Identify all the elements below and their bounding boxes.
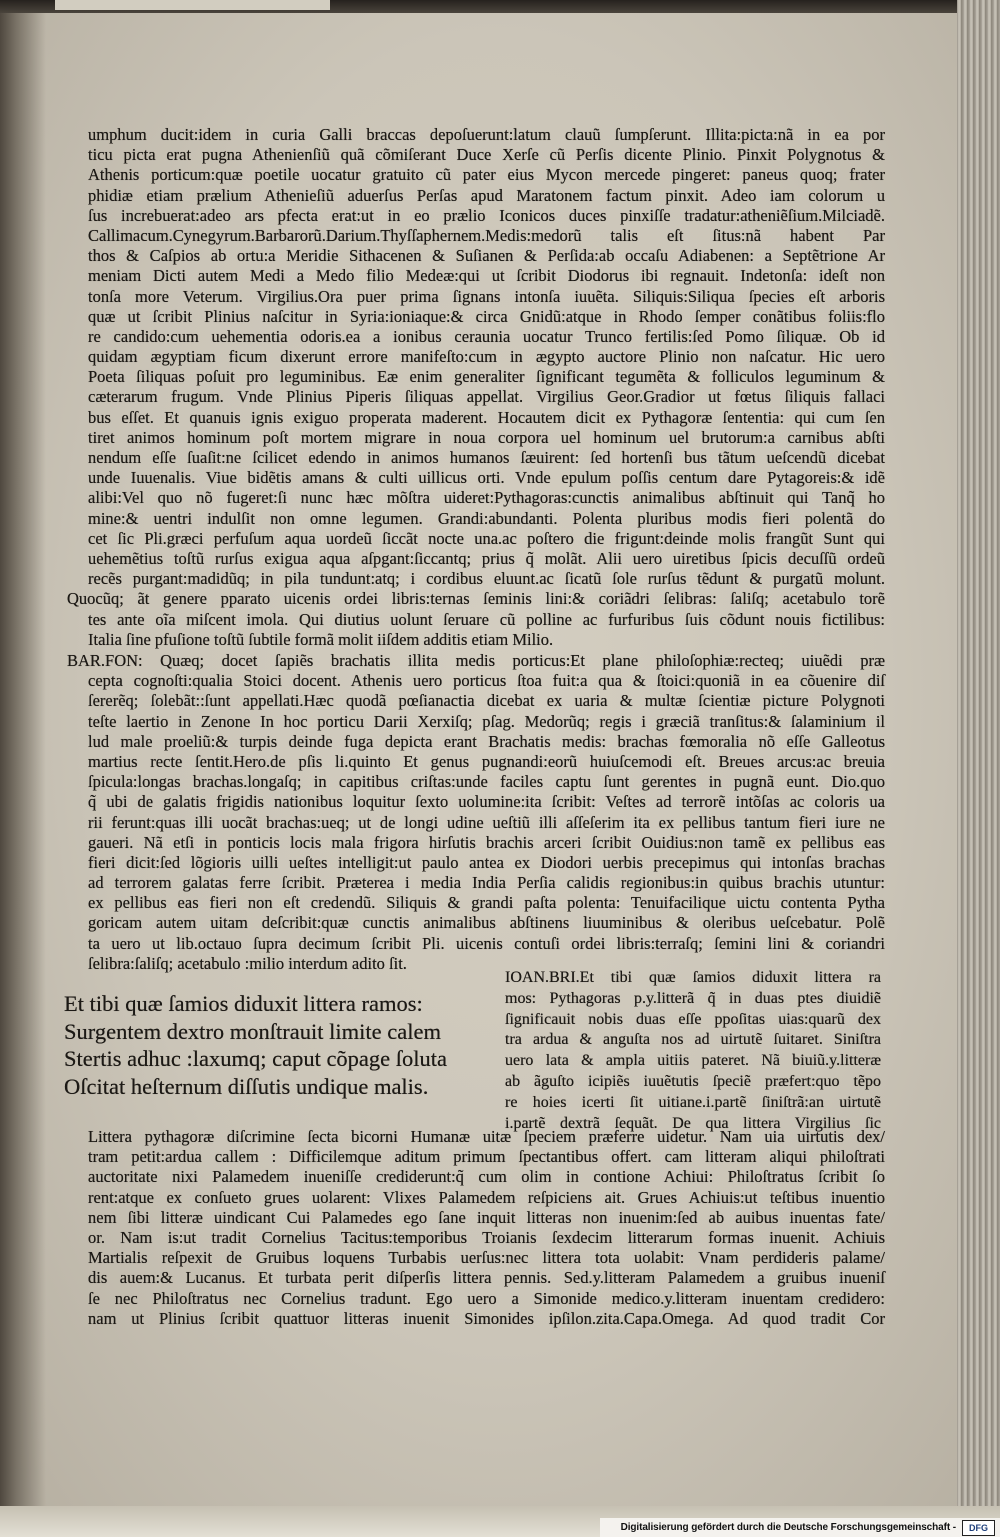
- verse-line: Stertis adhuc :laxumq; caput cõpage ſoluta: [64, 1046, 448, 1071]
- text-line: ſe nec Philoſtratus nec Cornelius tradunt. Ego uero a Simonide medico.y.litteram inuentam credidero:: [88, 1288, 885, 1308]
- text-line: Callimacum.Cynegyrum.Barbarorũ.Darium.Thyſſaphernem.Medis:medorũ talis eſt ſitus:nã habent Par: [88, 225, 885, 245]
- text-line: uehemẽtius toſtũ rurſus exigua aqua aſpgant:ſiccantq; prius q̃ molãt. Alii uero uiretibus ſpicis decuſſũ ordeũ: [88, 548, 885, 568]
- text-line: ſus increbuerat:adeo ars pfecta erat:ut in eo prælio Iconicos duces pinxiſſe tradatur:atheniẽſium.Milciadẽ.: [88, 205, 885, 225]
- text-line: ſererẽq; ſolebãt::ſunt appellati.Hæc quodã pœſianactia dicebat ex uaria & multæ ſcientiæ picture Polygnoti: [88, 691, 885, 711]
- text-line: mine:& uentri indulſit non omne legumen. Grandi:abundanti. Polenta pluribus modis fieri polentã do: [88, 508, 885, 528]
- text-line: BAR.FON: Quæq; docet ſapiẽs brachatis illita medis porticus:Et plane philoſophiæ:recteq; uiuẽdi præ: [67, 651, 885, 670]
- commentary-line: uero lata & ampla uitiis pateret. Nã biuiũ.y.litteræ: [505, 1052, 881, 1070]
- text-line: Poeta ſiliquas poſuit pro leguminibus. Eæ enim generaliter ſignificant tegumẽta & folliculos leguminum &: [88, 367, 885, 387]
- text-block-2: [67, 651, 885, 974]
- commentary-line: ſignificauit nobis duas eſſe ppoſitas uias:quarũ dex: [505, 1010, 881, 1028]
- text-line: Italia ſine pfuſione toſtũ ſubtile formã molit iiſdem additis etiam Milio.: [88, 629, 554, 649]
- verse-line: Surgentem dextro monſtrauit limite calem: [64, 1018, 441, 1044]
- text-line: quidam ægyptiam ficum dixerunt errore manifeſto:cum in ægypto auctore Plinio non naſcatur. Hic uero: [88, 347, 885, 367]
- text-line: cæterarum frugum. Vnde Plinius Piperis ſiliquas appellat. Virgilius Geor.Gradior ut fœtus ſiliquis fallaci: [88, 387, 885, 407]
- text-line: Quocũq; ãt genere pparato uicenis ordei libris:ternas ſeminis lini:& coriãdri ſelibras: ſaliſq; acetabulo torẽ: [67, 589, 885, 609]
- text-line: cet ſic Pli.græci perfuſum aqua uordeũ ſiccãt nocte una.ac poſtero die frigunt:deinde molis frangũt Sunt qui: [88, 528, 885, 548]
- text-line: nem ſibi litteræ uindicant Cui Palamedes ego ſane inquit litteras non inuenim:ſed ab auibus inuentas fate/: [88, 1207, 885, 1227]
- footer-credit: Digitalisierung gefördert durch die Deutsche Forschungsgemeinschaft -: [620, 1522, 956, 1533]
- text-line: ticu picta erat pugna Athenienſiũ quã cõmiſerant Duce Xerſe cũ Perſis dicente Plinio. Pinxit Polygnotus &: [88, 145, 885, 165]
- text-block-3: [88, 1127, 885, 1329]
- text-line: unde Iuuenalis. Viue bidẽtis amans & culti uillicus orti. Vnde epulum poſſis centum dare Pytagoreis:& idẽ: [88, 468, 885, 488]
- commentary-line: ab ãguſto icipiẽs iuuẽtutis ſpeciẽ præfert:quo tẽpo: [505, 1072, 881, 1090]
- text-line: ſpicula:longas brachas.longaſq; in capitibus criſtas:unde faciles captu ſunt gerentes in pugnã eunt. Dio.quo: [88, 772, 885, 792]
- text-line: ſelibra:ſaliſq; acetabulo :milio interdum adito ſit.: [88, 953, 407, 973]
- text-line: goricam autem uitam deſcribit:quæ cunctis animalibus abſtinens liuuminibus & oleribus ueſcebatur. Polẽ: [88, 913, 885, 933]
- commentary-line: IOAN.BRI.Et tibi quæ ſamios diduxit littera ra: [505, 969, 881, 986]
- text-line: fieri dicit:ſed lõgioris uilli ueſtes intelligit:ut paulo antea ex Diodori uerbis precepimus qui intonſas brachas: [88, 852, 885, 872]
- text-line: alibi:Vel quo nõ fugeret:ſi nunc hæc mõſtra uideret:Pythagoras:cunctis animalibus abſtinuit qui Tanq̃ ho: [88, 488, 885, 508]
- commentary-block: [505, 968, 881, 1134]
- text-line: nam ut Plinius ſcribit quattuor litteras inuenit Simonides ipſilon.zita.Capa.Omega. Ad quod tradit Cor: [88, 1308, 885, 1328]
- verse-line: Et tibi quæ ſamios diduxit littera ramos:: [64, 991, 423, 1016]
- page-edges: [957, 0, 1000, 1508]
- commentary-line: mos: Pythagoras p.y.litterã q̃ in duas ptes diuidiẽ: [505, 989, 881, 1007]
- text-line: ta uero ut lib.octauo ſupra decimum ſcribit Pli. uicenis contuſi ordei libris:terraſq; ſemini lini & coriandri: [88, 933, 885, 953]
- text-line: ad terrorem galatas ferre ſcribit. Præterea i media India Perſia calidis regionibus:in quibus brachis utuntur:: [88, 873, 885, 893]
- text-line: re candido:cum uehementia odoris.ea a ionibus ceraunia uocatur Trunco fertilis:ſed Pomo ſiliquæ. Ob id: [88, 326, 885, 346]
- verse-block: [64, 990, 494, 1100]
- text-line: quæ ut ſcribit Plinius naſcitur in Syria:ioniaque:& circa Gnidũ:atque in Rhodo ſemper conãtibus foliis:flo: [88, 306, 885, 326]
- dfg-logo: DFG: [962, 1520, 995, 1536]
- text-line: meniam Dicti autem Medi a Medo filio Medeæ:qui ut ſcribit Diodorus ibi regnauit. Indetonſa: ideſt non: [88, 266, 885, 286]
- text-line: tes ante oĩa miſcent imola. Qui diutius uolunt ſeruare cũ polline ac furfuribus ſuis cõdunt nouis fictilibus:: [88, 609, 885, 629]
- text-line: bus eſſet. Et quanuis ignis exiguo properata maderent. Hocautem dicit ex Pythagoræ ſententia: qui cum ſen: [88, 407, 885, 427]
- text-line: recẽs purgant:madidũq; in pila tundunt:atq; i cordibus eluunt.ac ſicatũ ſole rurſus tẽdunt & purgatũ molunt.: [88, 569, 885, 589]
- top-paper-strip: [55, 0, 330, 10]
- text-line: thos & Caſpios ab ortu:a Meridie Sithacenen & Suſianen & Perſida:ab occaſu Adiabenen: a Septẽtrione Ar: [88, 246, 885, 266]
- text-line: or. Nam is:ut tradit Cornelius Tacitus:temporibus Troianis ſexdecim litterarum formas inuenit. Achiuis: [88, 1227, 885, 1247]
- text-line: teſte laertio in Zenone In hoc porticu Darii Xerxiſq; pſag. Medorũq; regis i græciã tranſitus:& ſalaminium il: [88, 711, 885, 731]
- text-line: umphum ducit:idem in curia Galli braccas depoſuerunt:latum clauũ ſumpſerunt. Illita:picta:nã in ea por: [88, 125, 885, 144]
- text-line: phidiæ etiam prælium Athenieſiũ aduerſus Perſas apud Maratonem factum pinxit. Adeo iam colorum u: [88, 185, 885, 205]
- text-line: Littera pythagoræ diſcrimine ſecta bicorni Humanæ uitæ ſpeciem præferre uidetur. Nam uia uirtutis dex/: [88, 1127, 885, 1146]
- text-line: lud male proeliũ:& turpis deinde fuga depicta erant Brachatis medis: brachas fœmoralia nõ eſſe Galleotus: [88, 731, 885, 751]
- text-line: cepta cognoſti:qualia Stoici docent. Athenis uero porticus ſtoa fuit:a qua & ſtoici:quoniã in ea cõuenire diſ: [88, 671, 885, 691]
- text-line: tram petit:ardua callem : Difficilemque aditum primum ſpectantibus offert. cam litteram aliqui philoſtrati: [88, 1147, 885, 1167]
- binding-shadow: [0, 0, 46, 1537]
- commentary-line: re hoies icerti ſit uitiane.i.partẽ ſiniſtrã:an uirtutẽ: [505, 1093, 881, 1111]
- text-line: dis auem:& Lucanus. Et turbata perit diſperſis littera pennis. Sed.y.litteram Palamedem a gruibus inueniſ: [88, 1268, 885, 1288]
- text-line: rent:atque ex conſueto grues uolarent: Vlixes Palamedem reſpiciens ait. Grues Achiuis:ut teſtibus inuentio: [88, 1187, 885, 1207]
- text-line: nendum eſſe ſuaſit:ne ſcilicet edendo in animos humanos ſæuirent: ſed hortenſi bus tãtum ueſcendũ dicebat: [88, 448, 885, 467]
- text-line: auctoritate nixi Palamedem inueniſſe crediderunt:q̃ cum olim in contione Achiui: Philoſtratus ſcribit ſo: [88, 1167, 885, 1187]
- commentary-line: tra ardua & anguſta nos ad uirtutẽ ſuitaret. Siniſtra: [505, 1031, 881, 1049]
- verse-line: Oſcitat heſternum diſſutis undique malis.: [64, 1073, 429, 1099]
- text-line: q̃ ubi de galatis frigidis nationibus loquitur ſexto uolumine:ita ſcribit: Veſtes ad terrorẽ intõſas ac coloris ua: [88, 792, 885, 812]
- text-line: martius recte ſentit.Hero.de pſis li.quinto Et genus pugnandi:eorũ huiuſcemodi eſt. Breues arcus:ac breuia: [88, 751, 885, 771]
- commentary-line: i.partẽ dextrã ſequãt. De qua littera Virgilius ſic: [505, 1114, 881, 1132]
- text-line: gaueri. Nã etſi in ponticis locis mala frigora hirſutis brachis arceri ſcribit Ouidius:non tamẽ ex pellibus eas: [88, 832, 885, 852]
- text-block-1: [67, 125, 885, 650]
- text-line: rii ferunt:quas illi uocãt brachas:ueq; ut de longi udine ueſtiũ illi aſſeſerim ita ex pellibus tantum fieri iure ne: [88, 812, 885, 832]
- text-line: tiret animos hominum poſt mortem migrare in noua corpora uel hominum uel brutorum:a carnibus abſti: [88, 427, 885, 447]
- text-line: ex pellibus eas fieri non eſt credendũ. Siliquis & grandi paſta polenta: Tenuifacilique uictu contenta Pytha: [88, 893, 885, 913]
- text-line: Athenis porticum:quæ poetile uocatur gratuito cũ pater eius Mycon mercede pingeret: paneus quoq; frater: [88, 165, 885, 185]
- text-line: tonſa more Veterum. Virgilius.Ora puer prima ſignans intonſa iuuẽta. Siliquis:Siliqua ſpecies eſt arboris: [88, 286, 885, 306]
- text-line: Martialis reſpexit de Gruibus loquens Turbabis uerſus:nec littera tota uolabit: Vnam perdideris palame/: [88, 1248, 885, 1268]
